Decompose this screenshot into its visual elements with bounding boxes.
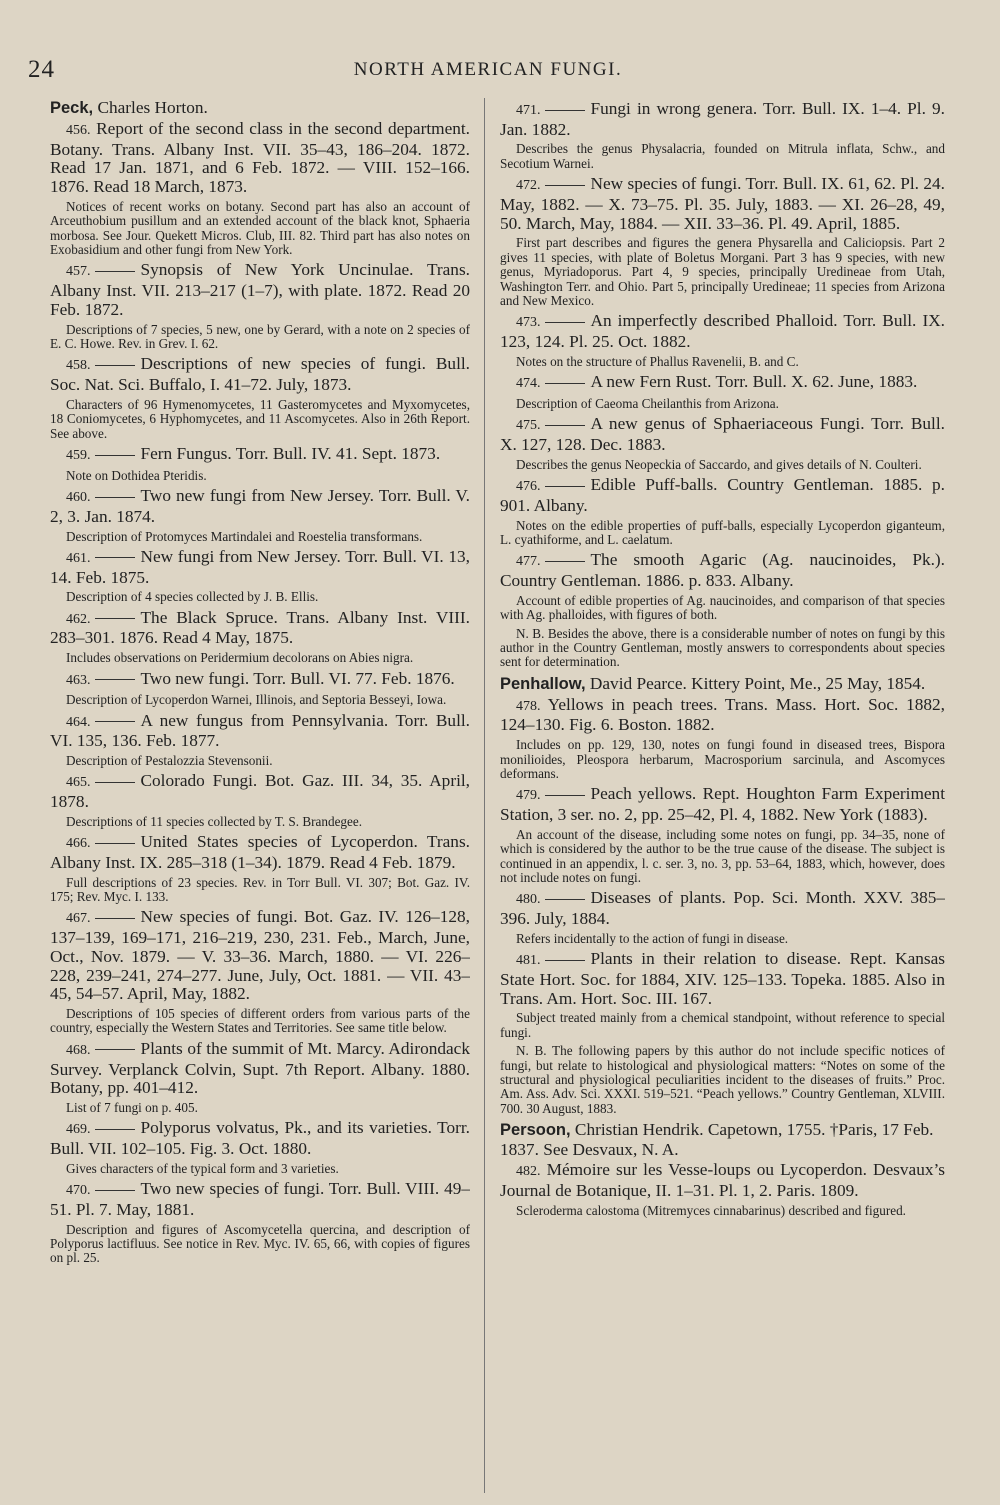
ditto-rule (95, 1049, 135, 1050)
entry-number: 475. (516, 418, 541, 434)
entry-number: 464. (66, 714, 91, 730)
ditto-rule (545, 425, 585, 426)
entry-note: N. B. The following papers by this author do not include specific notices of fungi, but relate to histological and physiological matters: “Notes on some of the structural and physiological peculiarities incident to the diseases of fruits.” Proc. Am. Ass. Adv. Sci. XXXI. 519–521. “Peach yellows.” Country Gentleman, XLVIII. 700. 30 August, 1883. (500, 1043, 945, 1116)
ditto-rule (95, 497, 135, 498)
entry-number: 456. (66, 123, 91, 138)
entry-text: Edible Puff-balls. Country Gentleman. 1885. p. 901. Albany. (500, 475, 945, 515)
entry-note: Account of edible properties of Ag. naucinoides, and comparison of that species with Ag. phalloides, with figures of both. (500, 592, 945, 623)
ditto-rule (95, 557, 135, 558)
bibliography-entry (500, 100, 945, 139)
right-column (500, 98, 945, 1498)
entry-number: 457. (66, 264, 91, 280)
entry-number: 482. (516, 1164, 541, 1180)
ditto-rule (545, 185, 585, 186)
author-heading (50, 98, 470, 118)
bibliography-entry (50, 609, 470, 648)
entry-text: Two new fungi. Torr. Bull. VI. 77. Feb. 1876. (140, 668, 455, 688)
bibliography-entry (50, 712, 470, 751)
author-name: Penhallow, (500, 674, 586, 693)
entry-number: 463. (66, 672, 91, 688)
bibliography-entry (500, 551, 945, 590)
bibliography-entry (50, 548, 470, 587)
entry-note: Refers incidentally to the action of fungi in disease. (516, 930, 789, 946)
bibliography-entry (500, 415, 945, 454)
ditto-rule (95, 1129, 135, 1130)
bibliography-entry (50, 120, 470, 197)
left-column (50, 98, 470, 1498)
bibliography-entry (500, 373, 945, 394)
entry-text: Descriptions of new species of fungi. Bull. Soc. Nat. Sci. Buffalo, I. 41–72. July, 1873. (50, 354, 470, 395)
entry-text: Polyporus volvatus, Pk., and its varieties. Torr. Bull. VII. 102–105. Fig. 3. Oct. 1880. (50, 1118, 470, 1159)
entry-text: Report of the second class in the second department. Botany. Trans. Albany Inst. VII. 35–43, 186–204. 1872. Read 17 Jan. 1871, and 6 Feb. 1872. — VIII. 152–166. 1876. Read 18 March, 1873. (50, 119, 470, 197)
entry-note: Describes the genus Physalacria, founded on Mitrula inflata, Schw., and Secotium Warnei. (500, 141, 945, 171)
entry-text: Two new species of fungi. Torr. Bull. VIII. 49–51. Pl. 7. May, 1881. (50, 1179, 470, 1219)
entry-number: 480. (516, 892, 541, 908)
ditto-rule (95, 455, 135, 456)
entry-note: Characters of 96 Hymenomycetes, 11 Gasteromycetes and Myxomycetes, 18 Coniomycetes, 6 Hyphomycetes, and 11 Ascomycetes. Also in 26th Report. See above. (50, 396, 470, 441)
bibliography-entry (50, 908, 470, 1004)
entry-text: Synopsis of New York Uncinulae. Trans. Albany Inst. VII. 213–217 (1–7), with plate. 1872. Read 20 Feb. 1872. (50, 260, 470, 319)
entry-note: Note on Dothidea Pteridis. (66, 467, 207, 483)
running-title: NORTH AMERICAN FUNGI. (353, 59, 623, 80)
entry-text: New species of fungi. Torr. Bull. IX. 61, 62. Pl. 24. May, 1882. — X. 73–75. Pl. 35. July, 1883. — XI. 26–28, 49, 50. March, May, 1884. — XII. 33–36. Pl. 49. April, 1885. (500, 174, 945, 233)
bibliography-entry (50, 833, 470, 872)
entry-number: 476. (516, 479, 541, 495)
column-divider (484, 98, 485, 1493)
bibliography-entry (50, 670, 470, 691)
entry-number: 461. (66, 550, 91, 566)
bibliography-entry (500, 1161, 945, 1200)
page-header (28, 56, 948, 90)
entry-note: N. B. Besides the above, there is a considerable number of notes on fungi by this author in the Country Gentleman, mostly answers to correspondents about species sent for determination. (500, 625, 945, 670)
ditto-rule (95, 618, 135, 619)
author-details: Christian Hendrik. Capetown, 1755. †Paris, 17 Feb. 1837. See Desvaux, N. A. (500, 1120, 934, 1160)
entry-note: Notes on the structure of Phallus Ravenelii, B. and C. (516, 353, 799, 369)
entry-number: 469. (66, 1122, 91, 1138)
ditto-rule (95, 918, 135, 919)
bibliography-entry (500, 696, 945, 735)
bibliography-entry (50, 1180, 470, 1219)
entry-number: 478. (516, 698, 541, 714)
entry-text: A new genus of Sphaeriaceous Fungi. Torr. Bull. X. 127, 128. Dec. 1883. (500, 414, 945, 454)
ditto-rule (95, 365, 135, 366)
entry-note: Descriptions of 7 species, 5 new, one by Gerard, with a note on 2 species of E. C. Howe. Rev. in Grev. I. 62. (50, 321, 470, 351)
author-details: Charles Horton. (93, 98, 208, 117)
entry-text: New fungi from New Jersey. Torr. Bull. VI. 13, 14. Feb. 1875. (50, 546, 470, 587)
entry-number: 458. (66, 358, 91, 374)
entry-number: 472. (516, 178, 541, 194)
entry-note: Includes on pp. 129, 130, notes on fungi found in diseased trees, Bispora monilioides, Pleospora herbarum, Macrosporium sarcinula, and Ascomyces deformans. (500, 737, 945, 781)
ditto-rule (545, 899, 585, 900)
ditto-rule (545, 486, 585, 487)
ditto-rule (95, 679, 135, 680)
bibliography-entry (500, 785, 945, 824)
entry-text: Colorado Fungi. Bot. Gaz. III. 34, 35. April, 1878. (50, 771, 470, 812)
entry-note: Full descriptions of 23 species. Rev. in Torr Bull. VI. 307; Bot. Gaz. IV. 175; Rev. Myc. I. 133. (50, 874, 470, 905)
entry-number: 481. (516, 953, 541, 969)
page-number: 24 (28, 56, 55, 83)
bibliography-entry (50, 772, 470, 811)
entry-note: Descriptions of 11 species collected by T. S. Brandegee. (66, 813, 363, 829)
ditto-rule (95, 721, 135, 722)
bibliography-entry (500, 950, 945, 1008)
ditto-rule (545, 110, 585, 111)
entry-number: 471. (516, 103, 541, 118)
entry-text: The Black Spruce. Trans. Albany Inst. VIII. 283–301. 1876. Read 4 May, 1875. (50, 607, 470, 648)
entry-text: Peach yellows. Rept. Houghton Farm Experiment Station, 3 ser. no. 2, pp. 25–42, Pl. 4, 1882. New York (1883). (500, 784, 945, 825)
entry-note: Describes the genus Neopeckia of Saccardo, and gives details of N. Coulteri. (516, 456, 922, 472)
bibliography-entry (500, 476, 945, 515)
entry-note: List of 7 fungi on p. 405. (66, 1099, 198, 1115)
author-name: Persoon, (500, 1121, 571, 1140)
entry-text: The smooth Agaric (Ag. naucinoides, Pk.). Country Gentleman. 1886. p. 833. Albany. (500, 550, 945, 591)
ditto-rule (545, 383, 585, 384)
entry-note: Description of 4 species collected by J. B. Ellis. (66, 589, 319, 605)
entry-number: 466. (66, 836, 91, 852)
entry-note: Description of Pestalozzia Stevensonii. (66, 753, 273, 769)
bibliography-entry (500, 175, 945, 233)
bibliography-entry (50, 355, 470, 394)
entry-note: Description of Lycoperdon Warnei, Illinois, and Septoria Besseyi, Iowa. (66, 692, 447, 708)
entry-note: Notes on the edible properties of puff-balls, especially Lycoperdon giganteum, L. cyathiforme, and L. caelatum. (500, 517, 945, 547)
author-heading (500, 1120, 945, 1159)
entry-number: 462. (66, 611, 91, 627)
ditto-rule (95, 1190, 135, 1191)
entry-text: Fungi in wrong genera. Torr. Bull. IX. 1–4. Pl. 9. Jan. 1882. (500, 99, 945, 139)
entry-note: First part describes and figures the genera Physarella and Caliciopsis. Part 2 gives 11 species, with plate of Boletus Morgani. Part 3 has 9 species, with new genus, Myriadoporus. Part 4, 9 species, principally Uredineae from Utah, Washington Terr. and Ohio. Part 5, principally Uredineae; 11 species from Arizona and New Mexico. (500, 235, 945, 308)
ditto-rule (95, 843, 135, 844)
entry-number: 473. (516, 315, 541, 331)
entry-text: Plants of the summit of Mt. Marcy. Adirondack Survey. Verplanck Colvin, Supt. 7th Report. Albany. 1880. Botany, pp. 401–412. (50, 1038, 470, 1098)
author-name: Peck, (50, 99, 94, 117)
entry-text: Two new fungi from New Jersey. Torr. Bull. V. 2, 3. Jan. 1874. (50, 486, 470, 526)
author-heading (500, 674, 945, 694)
ditto-rule (545, 561, 585, 562)
entry-text: Plants in their relation to disease. Rept. Kansas State Hort. Soc. for 1884, XIV. 125–133. Topeka. 1885. Also in Trans. Am. Hort. Soc. III. 167. (500, 949, 945, 1008)
entry-note: Notices of recent works on botany. Second part has also an account of Arceuthobium pusillum and an extended account of the black knot, Sphaeria morbosa. See Jour. Quekett Micros. Club, III. 82. Third part has also notes on Exobasidium and other fungi from New York. (50, 198, 470, 258)
ditto-rule (95, 271, 135, 272)
entry-note: Description and figures of Ascomycetella quercina, and description of Polyporus lactifluus. See notice in Rev. Myc. IV. 65, 66, with copies of figures on pl. 25. (50, 1221, 470, 1266)
entry-number: 465. (66, 775, 91, 791)
ditto-rule (545, 322, 585, 323)
entry-note: An account of the disease, including some notes on fungi, pp. 34–35, none of which is considered by the author to be the true cause of the disease. The subject is continued in an appendix, l. c. ser. 3, no. 3, pp. 53–64, 1883, which, however, does not include notes on fungi. (500, 826, 945, 885)
entry-number: 459. (66, 447, 91, 463)
entry-text: United States species of Lycoperdon. Trans. Albany Inst. IX. 285–318 (1–34). 1879. Read 4 Feb. 1879. (50, 832, 470, 872)
entry-number: 460. (66, 490, 91, 506)
entry-text: A new fungus from Pennsylvania. Torr. Bull. VI. 135, 136. Feb. 1877. (50, 710, 470, 751)
entry-note: Scleroderma calostoma (Mitremyces cinnabarinus) described and figured. (516, 1202, 906, 1218)
entry-text: Fern Fungus. Torr. Bull. IV. 41. Sept. 1873. (140, 443, 441, 463)
entry-text: An imperfectly described Phalloid. Torr. Bull. IX. 123, 124. Pl. 25. Oct. 1882. (500, 311, 945, 352)
bibliography-entry (500, 889, 945, 928)
entry-text: Diseases of plants. Pop. Sci. Month. XXV. 385–396. July, 1884. (500, 888, 945, 929)
entry-text: Mémoire sur les Vesse-loups ou Lycoperdon. Desvaux’s Journal de Botanique, II. 1–31. Pl. 1, 2. Paris. 1809. (500, 1160, 945, 1200)
entry-note: Descriptions of 105 species of different orders from various parts of the country, especially the Western States and Territories. See same title below. (50, 1006, 470, 1036)
entry-note: Includes observations on Peridermium decolorans on Abies nigra. (66, 650, 414, 666)
entry-note: Description of Protomyces Martindalei and Roestelia transformans. (66, 528, 423, 544)
entry-number: 470. (66, 1183, 91, 1199)
bibliography-entry (50, 1040, 470, 1098)
entry-note: Description of Caeoma Cheilanthis from Arizona. (516, 395, 779, 411)
bibliography-entry (50, 445, 470, 466)
entry-text: New species of fungi. Bot. Gaz. IV. 126–128, 137–139, 169–171, 216–219, 230, 231. Feb., March, June, Oct., Nov. 1879. — V. 33–36. March, 1880. — VI. 226–228, 239–241, 274–277. June, July, Oct. 1881. — VII. 43–45, 54–57. April, May, 1882. (50, 907, 470, 1004)
entry-note: Gives characters of the typical form and 3 varieties. (66, 1160, 339, 1176)
entry-note: Subject treated mainly from a chemical standpoint, without reference to special fungi. (500, 1010, 945, 1040)
entry-number: 468. (66, 1042, 91, 1058)
entry-number: 467. (66, 911, 91, 927)
bibliography-entry (50, 487, 470, 526)
bibliography-entry (500, 312, 945, 351)
ditto-rule (545, 960, 585, 961)
entry-text: A new Fern Rust. Torr. Bull. X. 62. June, 1883. (590, 372, 918, 392)
ditto-rule (545, 795, 585, 796)
entry-number: 477. (516, 554, 541, 570)
bibliography-entry (50, 1119, 470, 1158)
entry-number: 474. (516, 376, 541, 392)
entry-number: 479. (516, 788, 541, 804)
author-details: David Pearce. Kittery Point, Me., 25 May, 1854. (585, 673, 926, 693)
entry-text: Yellows in peach trees. Trans. Mass. Hort. Soc. 1882, 124–130. Fig. 6. Boston. 1882. (500, 694, 945, 735)
ditto-rule (95, 782, 135, 783)
bibliography-entry (50, 261, 470, 319)
